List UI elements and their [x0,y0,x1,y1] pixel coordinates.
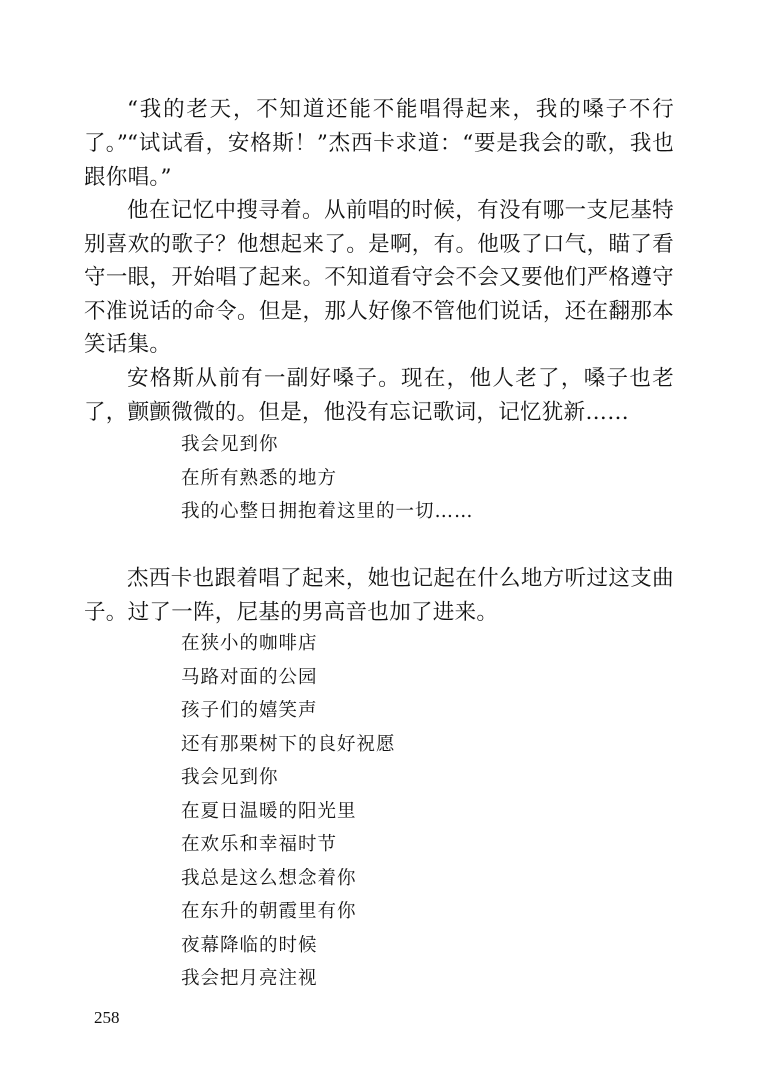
lyric-line: 我会把月亮注视 [181,968,318,989]
paragraph-1: “我的老天，不知道还能不能唱得起来，我的嗓子不行了。” [84,97,674,156]
song-lyrics-1 [181,428,474,529]
paragraph-2: “试试看，安格斯！”杰西卡求道：“要是我会的歌，我也跟你唱。” [84,131,674,190]
page-number: 258 [94,1008,120,1027]
lyric-line: 我会见到你 [181,767,279,788]
lyric-line: 在东升的朝霞里有你 [181,901,357,922]
lyric-line: 在所有熟悉的地方 [181,467,338,489]
lyric-line: 我总是这么想念着你 [181,867,357,889]
paragraph-3: 他在记忆中搜寻着。从前唱的时候，有没有哪一支尼基特别喜欢的歌子？他想起来了。是啊，有。他吸了口气，瞄了看守一眼，开始唱了起来。不知道看守会不会又要他们严格遵守不准说话的命令。但是，那人好像不管他们说话，还在翻那本笑话集。 [84,198,674,357]
lyric-line: 我会见到你 [181,434,279,455]
lyric-line: 在夏日温暖的阳光里 [181,800,357,822]
paragraph-5: 杰西卡也跟着唱了起来，她也记起在什么地方听过这支曲子。过了一阵，尼基的男高音也加了进来。 [84,566,674,625]
lyric-line: 在欢乐和幸福时节 [181,834,338,855]
lyric-line: 马路对面的公园 [181,666,318,688]
lyric-line: 还有那栗树下的良好祝愿 [181,733,396,755]
lyric-line: 在狭小的咖啡店 [181,633,318,654]
lyric-line: 夜幕降临的时候 [181,934,318,956]
lyric-line: 孩子们的嬉笑声 [181,700,318,721]
song-lyrics-2 [181,627,396,996]
lyric-line: 我的心整日拥抱着这里的一切…… [181,501,474,522]
paragraph-4: 安格斯从前有一副好嗓子。现在，他人老了，嗓子也老了，颤颤微微的。但是，他没有忘记歌词，记忆犹新…… [84,366,674,425]
